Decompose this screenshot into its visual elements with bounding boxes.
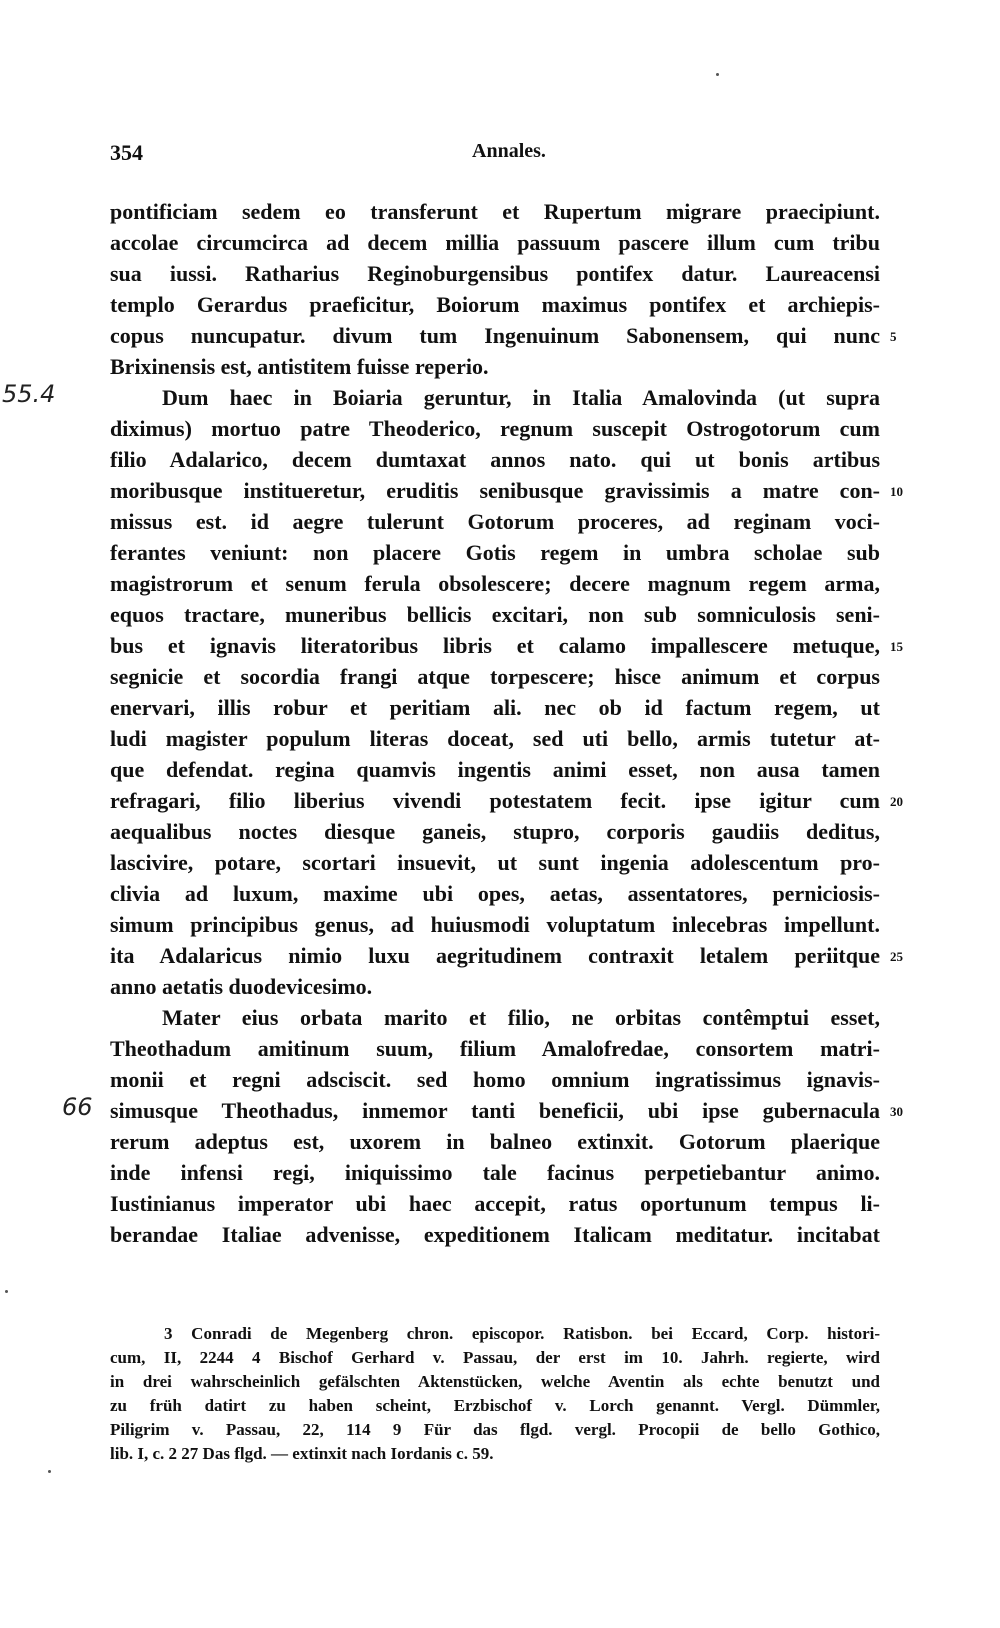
text-line: sua iussi. Ratharius Reginoburgensibus pontifex datur. Laureacensi bbox=[110, 261, 880, 286]
line-number: 20 bbox=[890, 794, 903, 809]
text-line: lascivire, potare, scortari insuevit, ut sunt ingenia adolescentum pro- bbox=[110, 850, 880, 875]
text-line: templo Gerardus praeficitur, Boiorum maximus pontifex et archiepis- bbox=[110, 292, 880, 317]
scan-speck bbox=[5, 1290, 8, 1293]
line-number: 25 bbox=[890, 949, 903, 964]
text-line: segnicie et socordia frangi atque torpescere; hisce animum et corpus bbox=[110, 664, 880, 689]
text-line: aequalibus noctes diesque ganeis, stupro, corporis gaudiis deditus, bbox=[110, 819, 880, 844]
text-line: rerum adeptus est, uxorem in balneo extinxit. Gotorum plaerique bbox=[110, 1129, 880, 1154]
text-line: que defendat. regina quamvis ingentis animi esset, non ausa tamen bbox=[110, 757, 880, 782]
text-line: refragari, filio liberius vivendi potestatem fecit. ipse igitur cum bbox=[110, 788, 880, 813]
text-line: Dum haec in Boiaria geruntur, in Italia Amalovinda (ut supra bbox=[162, 385, 880, 410]
text-line: missus est. id aegre tulerunt Gotorum proceres, ad reginam voci- bbox=[110, 509, 880, 534]
text-line: ludi magister populum literas doceat, sed uti bello, armis tutetur at- bbox=[110, 726, 880, 751]
footnote-line: lib. I, c. 2 27 Das flgd. — extinxit nach Iordanis c. 59. bbox=[110, 1444, 494, 1463]
scan-speck bbox=[48, 1470, 51, 1473]
page-header bbox=[110, 140, 880, 166]
text-line: simusque Theothadus, inmemor tanti beneficii, ubi ipse gubernacula bbox=[110, 1098, 880, 1123]
text-line: monii et regni adsciscit. sed homo omnium ingratissimus ignavis- bbox=[110, 1067, 880, 1092]
text-line: anno aetatis duodevicesimo. bbox=[110, 974, 373, 999]
text-line: moribusque institueretur, eruditis senibusque gravissimis a matre con- bbox=[110, 478, 880, 503]
margin-note: 66 bbox=[62, 1093, 93, 1121]
text-line: copus nuncupatur. divum tum Ingenuinum Sabonensem, qui nunc bbox=[110, 323, 880, 348]
margin-note: 55.4 bbox=[2, 380, 56, 408]
footnotes bbox=[110, 1322, 880, 1466]
text-line: magistrorum et senum ferula obsolescere; decere magnum regem arma, bbox=[110, 571, 880, 596]
text-line: berandae Italiae advenisse, expeditionem Italicam meditatur. incitabat bbox=[110, 1222, 880, 1247]
text-line: Iustinianus imperator ubi haec accepit, ratus oportunum tempus li- bbox=[110, 1191, 880, 1216]
line-number: 5 bbox=[890, 329, 897, 344]
line-number: 15 bbox=[890, 639, 903, 654]
text-line: accolae circumcirca ad decem millia passuum pascere illum cum tribu bbox=[110, 230, 880, 255]
text-line: inde infensi regi, iniquissimo tale facinus perpetiebantur animo. bbox=[110, 1160, 880, 1185]
text-line: equos tractare, muneribus bellicis excitari, non sub somniculosis seni- bbox=[110, 602, 880, 627]
footnote-line: zu früh datirt zu haben scheint, Erzbischof v. Lorch genannt. Vergl. Dümmler, bbox=[110, 1396, 880, 1415]
text-line: Theothadum amitinum suum, filium Amalofredae, consortem matri- bbox=[110, 1036, 880, 1061]
running-title: Annales. bbox=[472, 140, 546, 162]
text-line: clivia ad luxum, maxime ubi opes, aetas, assentatores, perniciosis- bbox=[110, 881, 880, 906]
body-text bbox=[110, 196, 880, 1250]
footnote-line: Piligrim v. Passau, 22, 114 9 Für das flgd. vergl. Procopii de bello Gothico, bbox=[110, 1420, 880, 1439]
line-number: 10 bbox=[890, 484, 903, 499]
scan-speck bbox=[716, 73, 719, 76]
text-line: ferantes veniunt: non placere Gotis regem in umbra scholae sub bbox=[110, 540, 880, 565]
footnote-line: in drei wahrscheinlich gefälschten Aktenstücken, welche Aventin als echte benutzt und bbox=[110, 1372, 880, 1391]
footnote-line: cum, II, 2244 4 Bischof Gerhard v. Passau, der erst im 10. Jahrh. regierte, wird bbox=[110, 1348, 880, 1367]
text-line: pontificiam sedem eo transferunt et Rupertum migrare praecipiunt. bbox=[110, 199, 880, 224]
text-line: Brixinensis est, antistitem fuisse reperio. bbox=[110, 354, 489, 379]
text-line: simum principibus genus, ad huiusmodi voluptatum inlecebras impellunt. bbox=[110, 912, 880, 937]
text-line: bus et ignavis literatoribus libris et calamo impallescere metuque, bbox=[110, 633, 880, 658]
text-line: ita Adalaricus nimio luxu aegritudinem contraxit letalem periitque bbox=[110, 943, 880, 968]
text-line: diximus) mortuo patre Theoderico, regnum suscepit Ostrogotorum cum bbox=[110, 416, 880, 441]
footnote-line: 3 Conradi de Megenberg chron. episcopor. Ratisbon. bei Eccard, Corp. histori- bbox=[164, 1324, 880, 1343]
page-number: 354 bbox=[110, 140, 143, 165]
text-line: enervari, illis robur et peritiam ali. nec ob id factum regem, ut bbox=[110, 695, 880, 720]
line-number: 30 bbox=[890, 1104, 903, 1119]
text-line: filio Adalarico, decem dumtaxat annos nato. qui ut bonis artibus bbox=[110, 447, 880, 472]
text-line: Mater eius orbata marito et filio, ne orbitas contêmptui esset, bbox=[162, 1005, 880, 1030]
